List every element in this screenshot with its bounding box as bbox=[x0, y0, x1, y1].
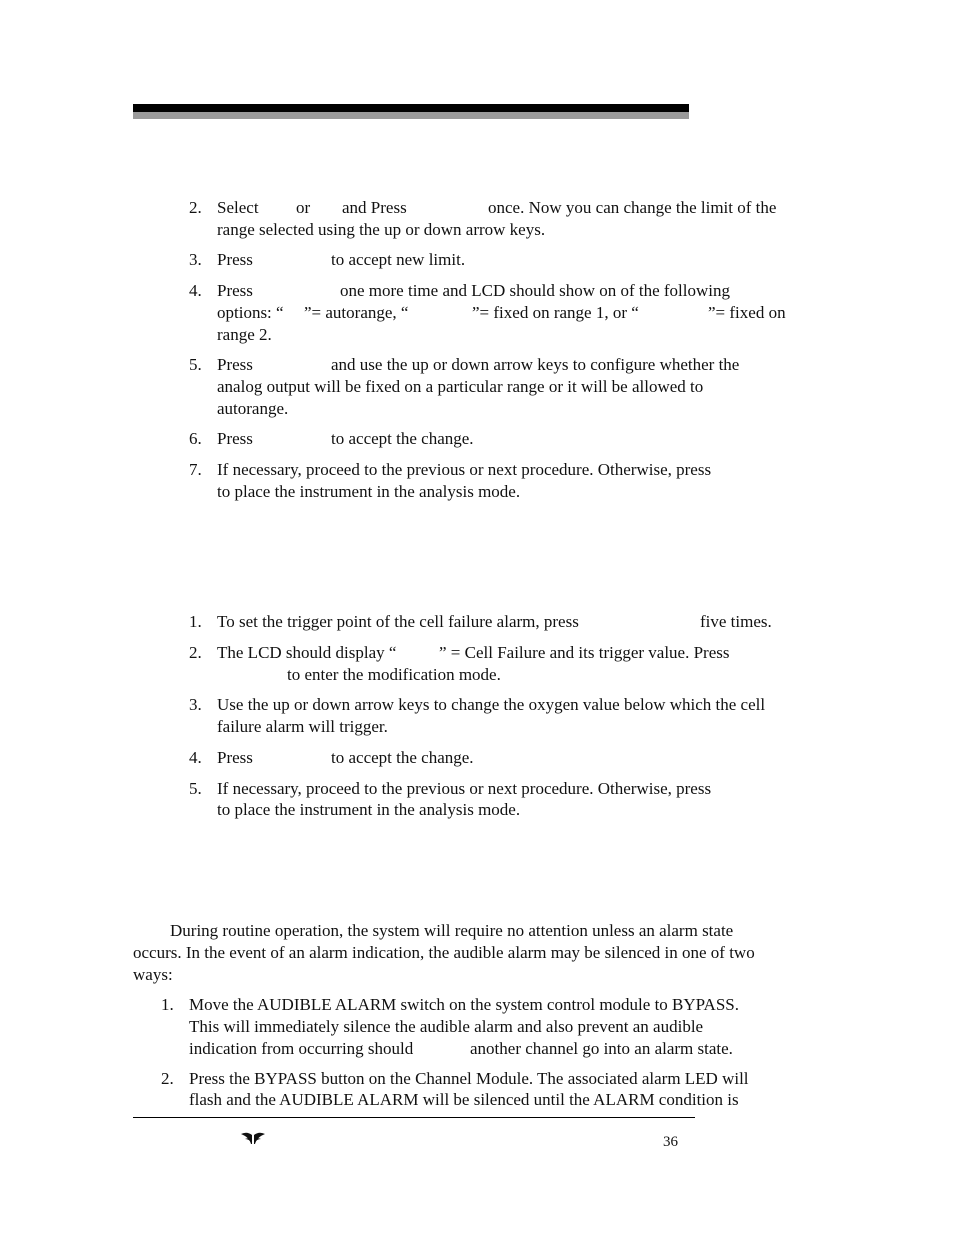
teledyne-logo-icon bbox=[240, 1131, 266, 1147]
list-item-text: autorange. bbox=[217, 399, 289, 418]
list-item-text: Press bbox=[217, 281, 253, 300]
list-item-number: 7. bbox=[189, 460, 202, 479]
list-item-text: five times. bbox=[700, 612, 772, 631]
footer-rule bbox=[133, 1117, 695, 1118]
list-item-text: and use the up or down arrow keys to configure whether the bbox=[331, 355, 740, 374]
page-number: 36 bbox=[663, 1134, 678, 1150]
paragraph-line: During routine operation, the system will require no attention unless an alarm state bbox=[170, 921, 734, 940]
list-item-text: Move the AUDIBLE ALARM switch on the system control module to BYPASS. bbox=[189, 995, 739, 1014]
list-item-text: Press bbox=[217, 355, 253, 374]
list-item-text: ”= fixed on bbox=[708, 303, 786, 322]
list-item-text: to place the instrument in the analysis mode. bbox=[217, 482, 521, 501]
list-item-text: ” = Cell Failure and its trigger value. Press bbox=[439, 643, 730, 662]
list-item-number: 2. bbox=[189, 643, 202, 662]
list-item-number: 4. bbox=[189, 281, 202, 300]
list-item-text: ”= autorange, “ bbox=[304, 303, 409, 322]
list-item-text: Press bbox=[217, 250, 253, 269]
list-item-text: Press bbox=[217, 429, 253, 448]
list-item-text: range selected using the up or down arrow keys. bbox=[217, 220, 546, 239]
list-item-text: The LCD should display “ bbox=[217, 643, 397, 662]
list-item-text: to accept the change. bbox=[331, 748, 474, 767]
list-item-text: This will immediately silence the audible alarm and also prevent an audible bbox=[189, 1017, 704, 1036]
list-item-text: If necessary, proceed to the previous or next procedure. Otherwise, press bbox=[217, 460, 712, 479]
list-item-text: and Press bbox=[342, 198, 407, 217]
list-item-number: 3. bbox=[189, 695, 202, 714]
list-item-number: 1. bbox=[161, 995, 174, 1014]
header-rule-black bbox=[133, 104, 689, 112]
list-item-number: 4. bbox=[189, 748, 202, 767]
list-item-text: Select bbox=[217, 198, 259, 217]
list-item-text: If necessary, proceed to the previous or next procedure. Otherwise, press bbox=[217, 779, 712, 798]
list-item-text: ”= fixed on range 1, or “ bbox=[472, 303, 639, 322]
list-item-text: failure alarm will trigger. bbox=[217, 717, 388, 736]
list-item-text: range 2. bbox=[217, 325, 272, 344]
list-item-text: flash and the AUDIBLE ALARM will be silenced until the ALARM condition is bbox=[189, 1090, 739, 1109]
list-item-text: another channel go into an alarm state. bbox=[470, 1039, 733, 1058]
list-item-text: to accept the change. bbox=[331, 429, 474, 448]
list-item-number: 5. bbox=[189, 355, 202, 374]
list-item-number: 6. bbox=[189, 429, 202, 448]
list-item-text: to enter the modification mode. bbox=[287, 665, 501, 684]
list-item-text: or bbox=[296, 198, 311, 217]
list-item-text: analog output will be fixed on a particular range or it will be allowed to bbox=[217, 377, 704, 396]
header-rule-gray bbox=[133, 112, 689, 119]
list-item-number: 2. bbox=[189, 198, 202, 217]
list-item-text: one more time and LCD should show on of the following bbox=[340, 281, 731, 300]
list-item-text: to accept new limit. bbox=[331, 250, 466, 269]
list-item-number: 2. bbox=[161, 1069, 174, 1088]
list-item-number: 5. bbox=[189, 779, 202, 798]
list-item-text: Use the up or down arrow keys to change the oxygen value below which the cell bbox=[217, 695, 766, 714]
list-item-text: once. Now you can change the limit of the bbox=[488, 198, 777, 217]
list-item-number: 1. bbox=[189, 612, 202, 631]
list-item-number: 3. bbox=[189, 250, 202, 269]
list-item-text: options: “ bbox=[217, 303, 284, 322]
paragraph-line: occurs. In the event of an alarm indication, the audible alarm may be silenced in one of two bbox=[133, 943, 755, 962]
list-item-text: To set the trigger point of the cell failure alarm, press bbox=[217, 612, 579, 631]
list-item-text: Press bbox=[217, 748, 253, 767]
paragraph-line: ways: bbox=[133, 965, 173, 984]
list-item-text: to place the instrument in the analysis mode. bbox=[217, 800, 521, 819]
list-item-text: indication from occurring should bbox=[189, 1039, 414, 1058]
list-item-text: Press the BYPASS button on the Channel Module. The associated alarm LED will bbox=[189, 1069, 749, 1088]
